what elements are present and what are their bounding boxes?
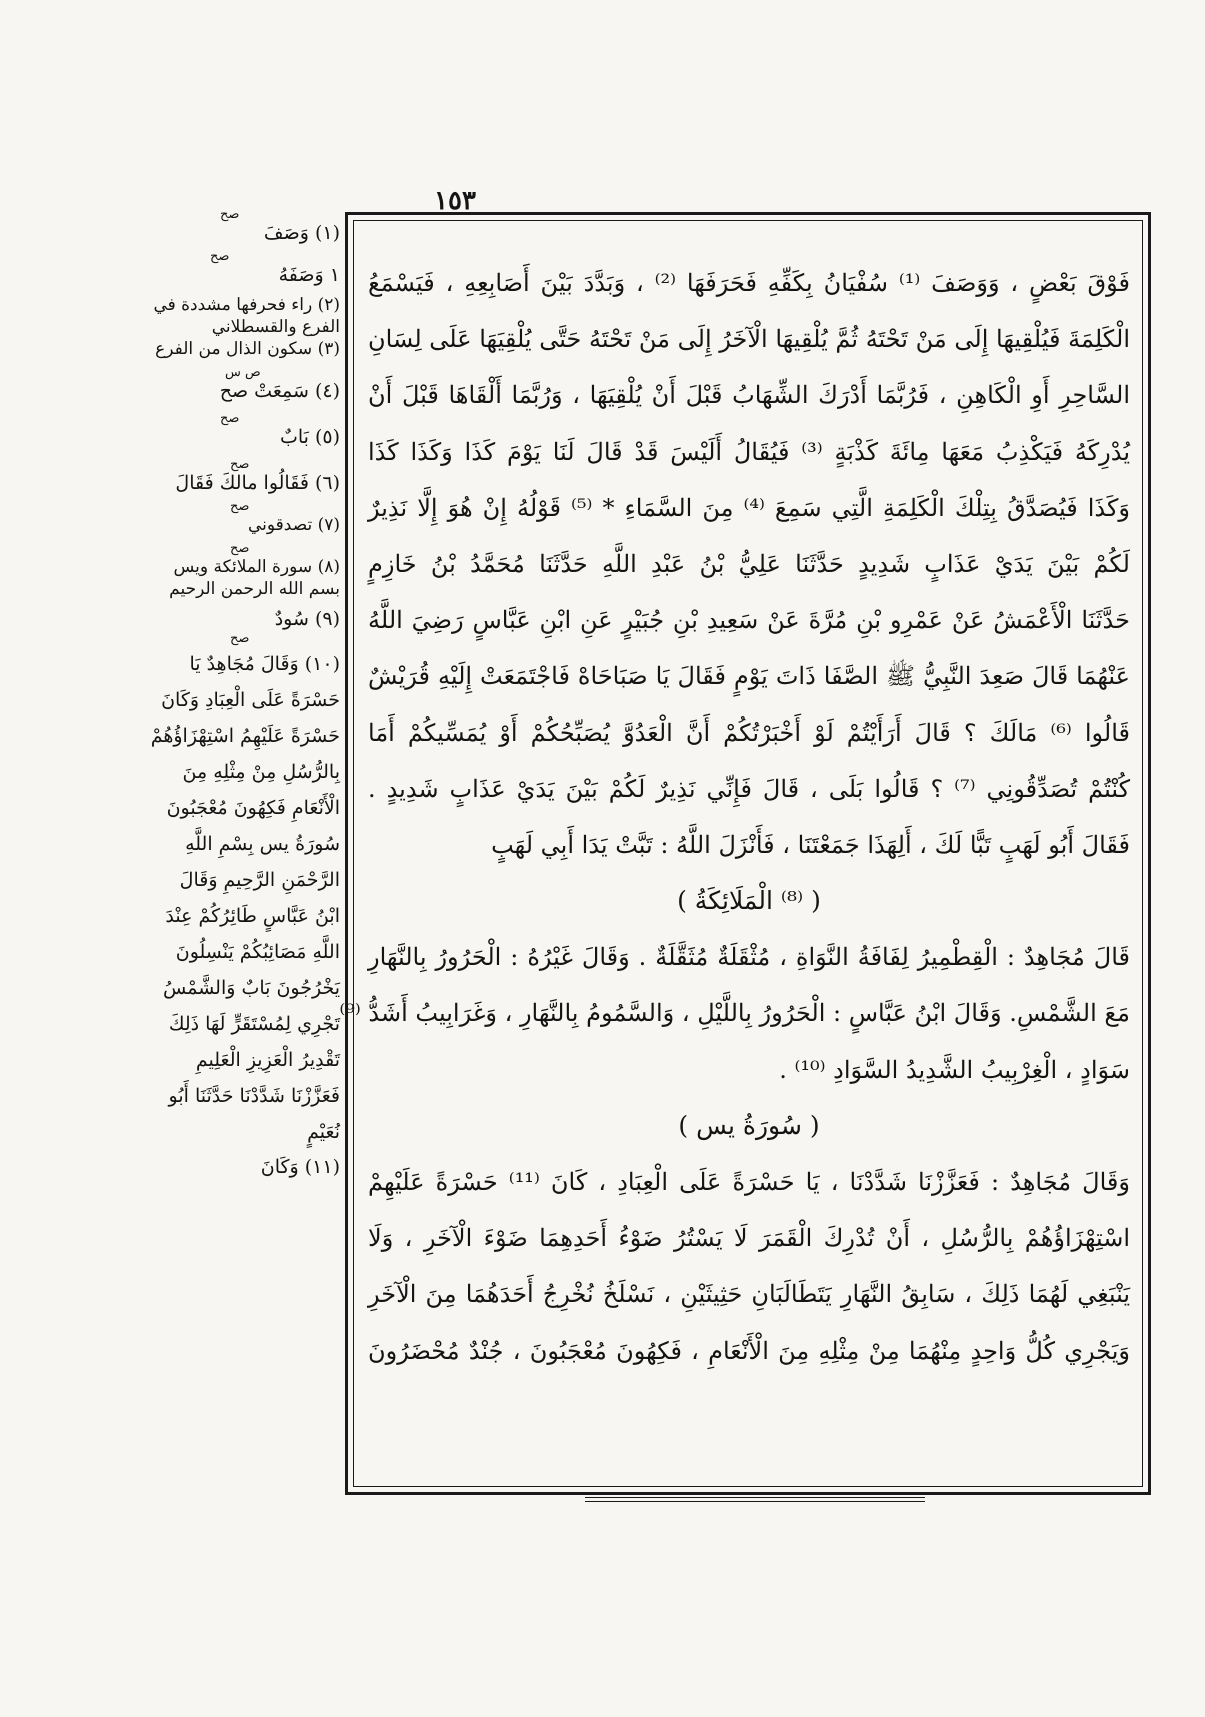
text-line: فَقَالَ أَبُو لَهَبٍ تَبًّا لَكَ ، أَلِهَذَا جَمَعْتَنَا ، فَأَنْزَلَ اللَّهُ : تَبَّتْ يَدَا أَبِي لَهَبٍ	[491, 830, 1130, 859]
text-line: وَقَالَ مُجَاهِدٌ : فَعَزَّزْنَا شَدَّدْنَا ، يَا حَسْرَةً عَلَى الْعِبَادِ ، كَانَ ⁽¹¹⁾ حَسْرَةً عَلَيْهِمْ	[368, 1168, 1130, 1196]
text-line: اسْتِهْزَاؤُهُمْ بِالرُّسُلِ ، أَنْ تُدْرِكَ الْقَمَرَ لَا يَسْتُرُ ضَوْءُ أَحَدِهِمَا ضَوْءَ الْآخَرِ ، وَلَا	[368, 1224, 1130, 1253]
text-line: يُدْرِكَهُ فَيَكْذِبُ مَعَهَا مِائَةَ كَذْبَةٍ ⁽³⁾ فَيُقَالُ أَلَيْسَ قَدْ قَالَ لَنَا يَوْمَ كَذَا وَكَذَا كَذَا	[368, 437, 1130, 466]
margin-note: (٣) سكون الذال من الفرع	[155, 339, 340, 359]
margin-note: (١١) وَكَانَ	[260, 1156, 340, 1178]
margin-note: (٩) سُودٌ	[274, 608, 340, 630]
text-line: كُنْتُمْ تُصَدِّقُونِي ⁽⁷⁾ ؟ قَالُوا بَلَى ، قَالَ فَإِنِّي نَذِيرٌ لَكُمْ بَيْنَ يَدَيْ عَذَابٍ شَدِيدٍ .	[368, 774, 1130, 803]
margin-note: (٢) راء فحرفها مشددة في الفرع والقسطلاني	[153, 295, 340, 337]
margin-mark: صح	[230, 541, 250, 556]
margin-note: (٤) سَمِعَتْ صح	[219, 380, 340, 402]
margin-mark: صح	[230, 457, 250, 472]
text-line: حَدَّثَنَا الْأَعْمَشُ عَنْ عَمْرِو بْنِ مُرَّةَ عَنْ سَعِيدِ بْنِ جُبَيْرٍ عَنِ ابْنِ عَبَّاسٍ رَضِيَ اللَّهُ	[368, 606, 1130, 635]
text-line: الْكَلِمَةَ فَيُلْقِيهَا إِلَى مَنْ تَحْتَهُ ثُمَّ يُلْقِيهَا الْآخَرُ إِلَى مَنْ تَحْتَهُ حَتَّى يُلْقِيَهَا عَلَى لِسَانِ	[368, 325, 1130, 354]
text-line: قَالَ مُجَاهِدٌ : الْقِطْمِيرُ لِفَافَةُ النَّوَاةِ ، مُثْقَلَةٌ مُثَقَّلَةٌ . وَقَالَ غَيْرُهُ : الْحَرُورُ بِالنَّهَارِ	[368, 943, 1130, 972]
bottom-rule	[585, 1497, 925, 1502]
main-text-block	[339, 255, 1131, 1475]
text-line: عَنْهُمَا قَالَ صَعِدَ النَّبِيُّ ﷺ الصَّفَا ذَاتَ يَوْمٍ فَقَالَ يَا صَبَاحَاهْ فَاجْتَمَعَتْ إِلَيْهِ قُرَيْشٌ	[368, 662, 1130, 691]
text-line: سَوَادٍ ، الْغِرْبِيبُ الشَّدِيدُ السَّوَادِ ⁽¹⁰⁾ .	[779, 1055, 1130, 1084]
margin-note: (٥) بَابٌ	[279, 426, 340, 448]
margin-note: ١ وَصَفَهُ	[278, 264, 340, 286]
margin-note: (٨) سورة الملائكة ويس بسم الله الرحمن الرحيم	[169, 557, 340, 599]
margin-mark: صح	[230, 631, 250, 646]
margin-note: (١) وَصَفَ	[263, 222, 340, 244]
margin-mark: صح	[220, 207, 240, 222]
section-heading-malaika: ( ⁽⁸⁾ الْمَلَائِكَةُ )	[677, 886, 821, 916]
margin-mark: صح	[220, 411, 240, 426]
text-line: السَّاحِرِ أَوِ الْكَاهِنِ ، فَرُبَّمَا أَدْرَكَ الشِّهَابُ قَبْلَ أَنْ يُلْقِيَهَا ، وَرُبَّمَا أَلْقَاهَا قَبْلَ أَنْ	[368, 381, 1130, 410]
page-number: ١٥٣	[434, 186, 476, 216]
text-line: مَعَ الشَّمْسِ. وَقَالَ ابْنُ عَبَّاسٍ : الْحَرُورُ بِاللَّيْلِ ، وَالسَّمُومُ بِالنَّهَارِ ، وَغَرَابِيبُ أَشَدُّ ⁽⁹⁾	[339, 999, 1130, 1028]
text-line: فَوْقَ بَعْضٍ ، وَوَصَفَ ⁽¹⁾ سُفْيَانُ بِكَفِّهِ فَحَرَفَهَا ⁽²⁾ ، وَبَدَّدَ بَيْنَ أَصَابِعِهِ ، فَيَسْمَعُ	[368, 269, 1130, 297]
margin-notes	[150, 208, 340, 1698]
text-line: وَكَذَا فَيُصَدَّقُ بِتِلْكَ الْكَلِمَةِ الَّتِي سَمِعَ ⁽⁴⁾ مِنَ السَّمَاءِ * ⁽⁵⁾ قَوْلُهُ إِنْ هُوَ إِلَّا نَذِيرٌ	[368, 493, 1130, 522]
margin-mark: صح	[210, 249, 230, 264]
margin-note: (٦) فَقَالُوا مالكَ فَقَالَ	[175, 472, 340, 494]
text-line: لَكُمْ بَيْنَ يَدَيْ عَذَابٍ شَدِيدٍ حَدَّثَنَا عَلِيُّ بْنُ عَبْدِ اللَّهِ حَدَّثَنَا مُحَمَّدُ بْنُ خَازِمٍ	[368, 549, 1130, 578]
text-line: قَالُوا ⁽⁶⁾ مَالَكَ ؟ قَالَ أَرَأَيْتُمْ لَوْ أَخْبَرْتُكُمْ أَنَّ الْعَدُوَّ يُصَبِّحُكُمْ أَوْ يُمَسِّيكُمْ أَمَا	[368, 718, 1131, 747]
section-heading-yasin: ( سُورَةُ يس )	[678, 1110, 820, 1140]
text-line: وَيَجْرِي كُلُّ وَاحِدٍ مِنْهُمَا مِنْ مِثْلِهِ مِنَ الْأَنْعَامِ ، فَكِهُونَ مُعْجَبُونَ ، جُنْدٌ مُحْضَرُونَ	[368, 1336, 1130, 1365]
margin-mark: صح	[230, 499, 250, 514]
text-line: يَنْبَغِي لَهُمَا ذَلِكَ ، سَابِقُ النَّهَارِ يَتَطَالَبَانِ حَثِيثَيْنِ ، نَسْلَخُ نُخْرِجُ أَحَدَهُمَا مِنَ الْآخَرِ	[368, 1280, 1130, 1309]
margin-note: (١٠) وَقَالَ مُجَاهِدٌ يَا حَسْرَةً عَلَى الْعِبَادِ وَكَانَ حَسْرَةً عَلَيْهِمُ اسْتِهْزَاؤُهُمْ بِالرُّسُلِ مِنْ مِثْلِهِ مِنَ الْأَنْعَامِ فَكِهُونَ مُعْجَبُونَ سُورَةُ يس بِسْمِ اللَّهِ الرَّحْمَنِ الرَّحِيمِ وَقَالَ ابْنُ عَبَّاسٍ طَائِرُكُمْ عِنْدَ اللَّهِ مَصَائِبُكُمْ يَنْسِلُونَ يَخْرُجُونَ بَابٌ وَالشَّمْسُ تَجْرِي لِمُسْتَقَرٍّ لَهَا ذَلِكَ تَقْدِيرُ الْعَزِيزِ الْعَلِيمِ فَعَزَّزْنَا شَدَّدْنَا حَدَّثَنَا أَبُو نُعَيْمٍ	[150, 653, 340, 1143]
margin-note: (٧) تصدقوني	[247, 515, 340, 535]
margin-mark: ص س	[225, 365, 261, 380]
